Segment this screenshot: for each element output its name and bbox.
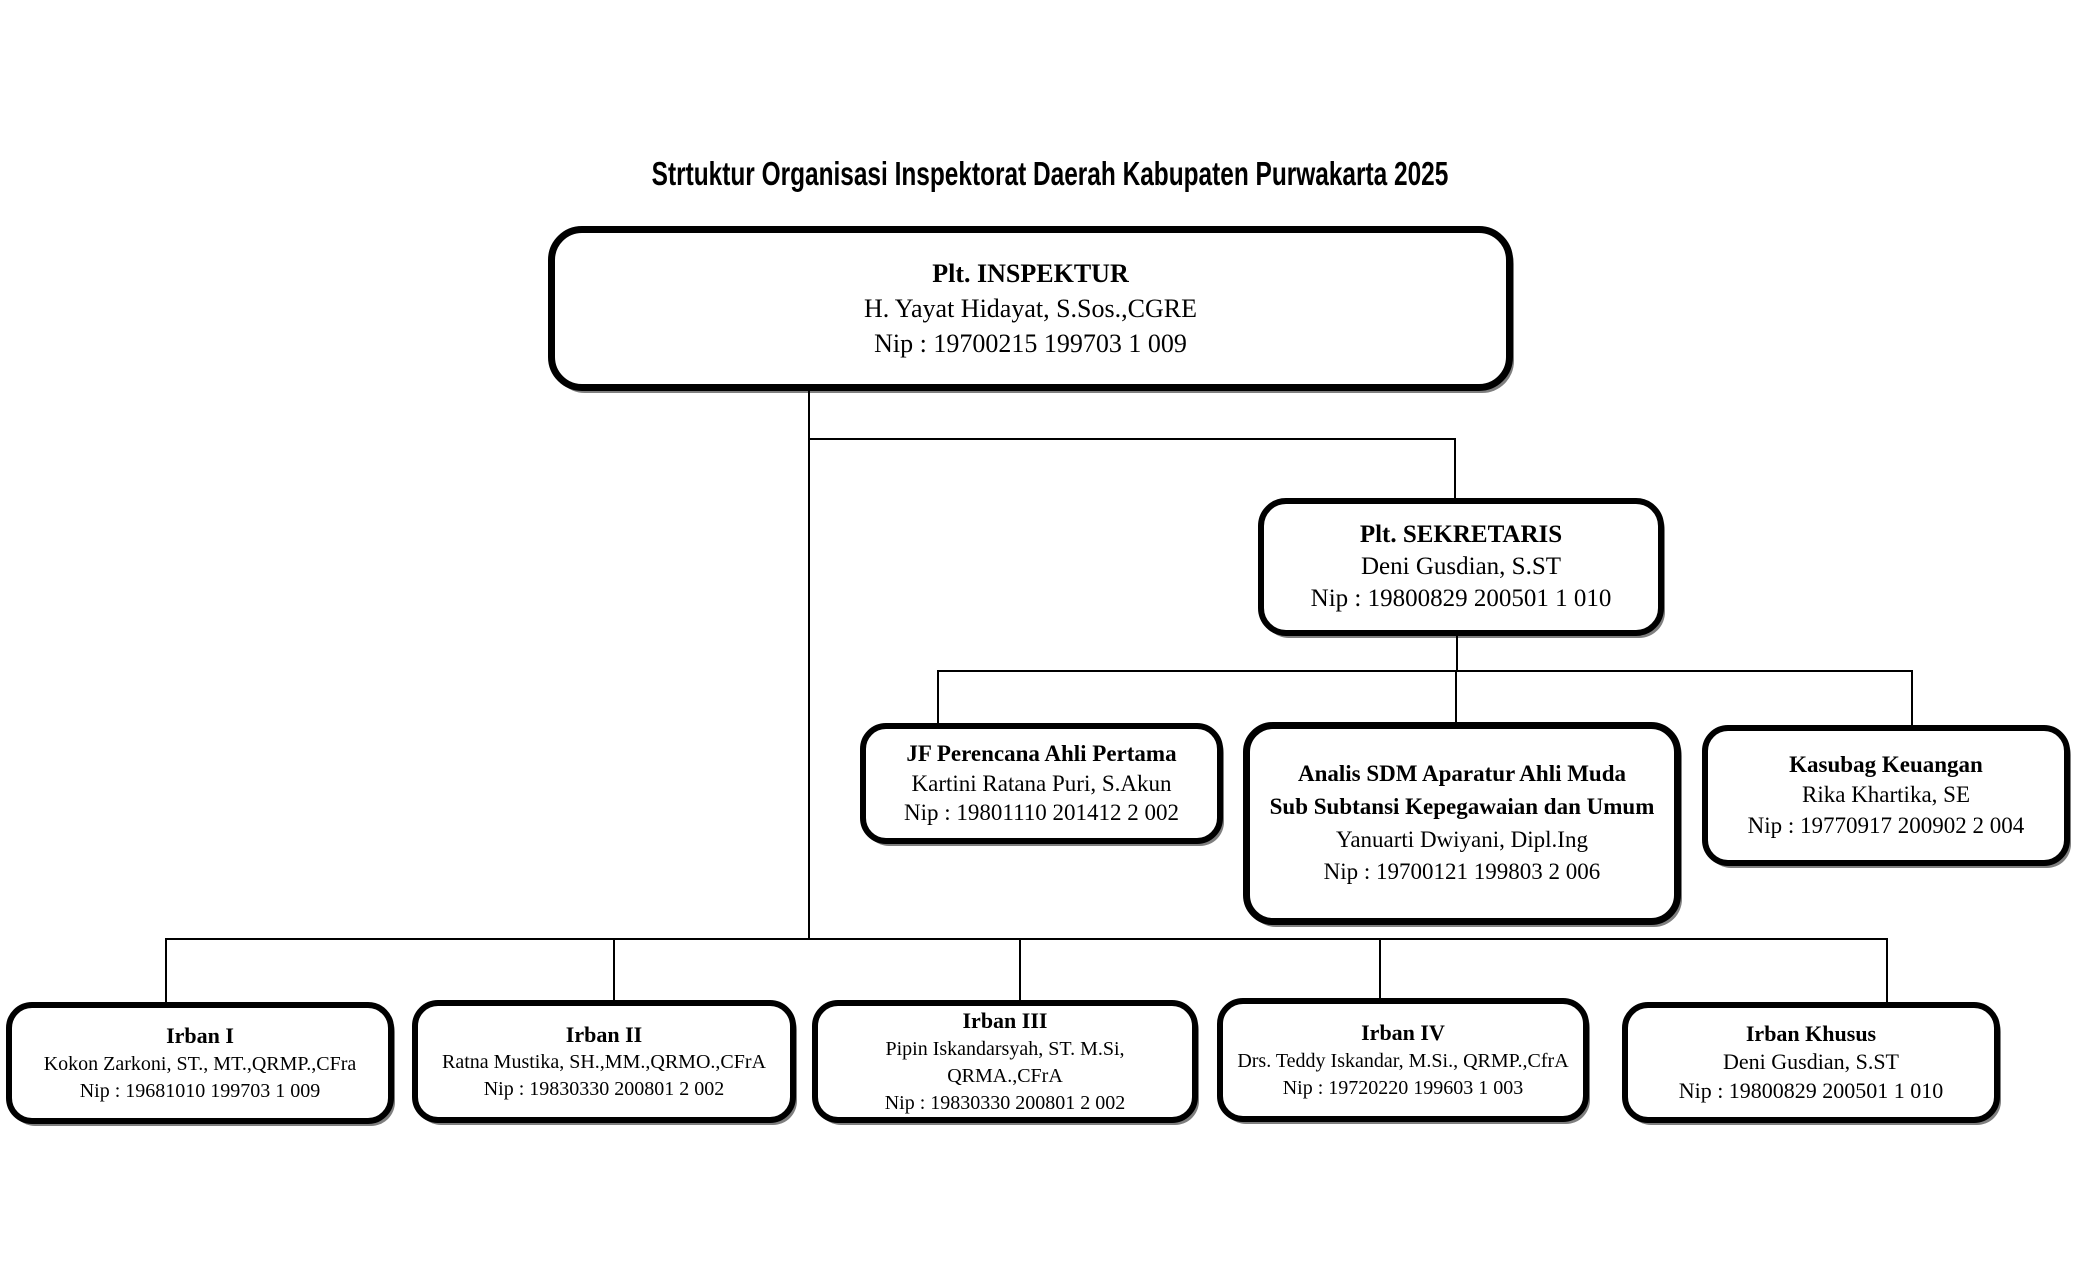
connector-jf-perencana-drop xyxy=(937,670,939,725)
chart-title: Strtuktur Organisasi Inspektorat Daerah Kabupaten Purwakarta 2025 xyxy=(651,155,1449,192)
node-irban2-nip: Nip : 19830330 200801 2 002 xyxy=(483,1078,725,1101)
node-irban-khusus-title: Irban Khusus xyxy=(1745,1020,1877,1046)
connector-sekretaris-out xyxy=(1456,634,1458,672)
node-jf-perencana xyxy=(860,723,1223,844)
node-kasubag-keuangan-title: Kasubag Keuangan xyxy=(1789,751,1983,777)
node-jf-perencana-name: Kartini Ratana Puri, S.Akun xyxy=(911,770,1172,796)
node-irban2-title: Irban II xyxy=(565,1021,643,1047)
connector-irban4-drop xyxy=(1379,938,1381,1000)
node-jf-perencana-nip: Nip : 19801110 201412 2 002 xyxy=(904,800,1179,826)
node-analis-sdm xyxy=(1243,722,1681,925)
node-kasubag-keuangan xyxy=(1702,725,2070,866)
node-sekretaris-name: Deni Gusdian, S.ST xyxy=(1361,553,1561,580)
node-inspektur xyxy=(548,226,1513,391)
node-irban1-nip: Nip : 19681010 199703 1 009 xyxy=(79,1079,321,1102)
connector-irban2-drop xyxy=(613,938,615,1002)
node-irban4-name: Drs. Teddy Iskandar, M.Si., QRMP.,CfrA xyxy=(1237,1049,1569,1072)
connector-irban-khusus-drop xyxy=(1886,938,1888,1004)
connector-trunk-vertical xyxy=(808,391,810,940)
connector-kasubag-drop xyxy=(1911,670,1913,727)
node-irban2-name: Ratna Mustika, SH.,MM.,QRMO.,CFrA xyxy=(442,1051,766,1074)
node-inspektur-nip: Nip : 19700215 199703 1 009 xyxy=(874,329,1187,359)
node-irban2 xyxy=(412,1000,796,1123)
connector-analis-drop xyxy=(1455,670,1457,724)
node-analis-sdm-name: Yanuarti Dwiyani, Dipl.Ing xyxy=(1336,826,1588,852)
node-analis-sdm-title: Analis SDM Aparatur Ahli Muda xyxy=(1297,761,1627,787)
node-irban3-nip: Nip : 19830330 200801 2 002 xyxy=(884,1091,1126,1114)
node-kasubag-keuangan-nip: Nip : 19770917 200902 2 004 xyxy=(1747,812,2025,838)
connector-irban1-drop xyxy=(165,938,167,1004)
node-irban-khusus xyxy=(1622,1002,2000,1123)
node-inspektur-name: H. Yayat Hidayat, S.Sos.,CGRE xyxy=(864,293,1197,323)
node-sekretaris xyxy=(1258,498,1664,636)
node-irban3-title: Irban III xyxy=(962,1008,1048,1034)
node-irban4-title: Irban IV xyxy=(1361,1020,1445,1046)
node-irban-khusus-name: Deni Gusdian, S.ST xyxy=(1723,1049,1899,1075)
connector-sekretaris-drop xyxy=(1454,438,1456,500)
connector-irban3-drop xyxy=(1019,938,1021,1002)
node-irban4 xyxy=(1217,998,1589,1122)
node-irban1-title: Irban I xyxy=(166,1023,234,1049)
node-irban1-name: Kokon Zarkoni, ST., MT.,QRMP.,CFra xyxy=(43,1052,357,1075)
node-irban-khusus-nip: Nip : 19800829 200501 1 010 xyxy=(1678,1077,1944,1103)
node-sekretaris-title: Plt. SEKRETARIS xyxy=(1359,521,1563,548)
node-kasubag-keuangan-name: Rika Khartika, SE xyxy=(1802,782,1970,808)
node-analis-sdm-subtitle: Sub Subtansi Kepegawaian dan Umum xyxy=(1269,793,1655,819)
node-inspektur-title: Plt. INSPEKTUR xyxy=(932,258,1129,288)
node-sekretaris-nip: Nip : 19800829 200501 1 010 xyxy=(1310,585,1612,612)
node-jf-perencana-title: JF Perencana Ahli Pertama xyxy=(906,740,1177,766)
node-irban3 xyxy=(812,1000,1198,1123)
node-irban4-nip: Nip : 19720220 199603 1 003 xyxy=(1282,1076,1524,1099)
node-irban1 xyxy=(6,1002,394,1124)
connector-bottomrow-horizontal xyxy=(165,938,1888,940)
connector-midrow-horizontal xyxy=(937,670,1913,672)
connector-sekretaris-horizontal xyxy=(808,438,1456,440)
node-irban3-name: Pipin Iskandarsyah, ST. M.Si, QRMA.,CFrA xyxy=(885,1037,1125,1087)
node-analis-sdm-nip: Nip : 19700121 199803 2 006 xyxy=(1323,859,1601,885)
